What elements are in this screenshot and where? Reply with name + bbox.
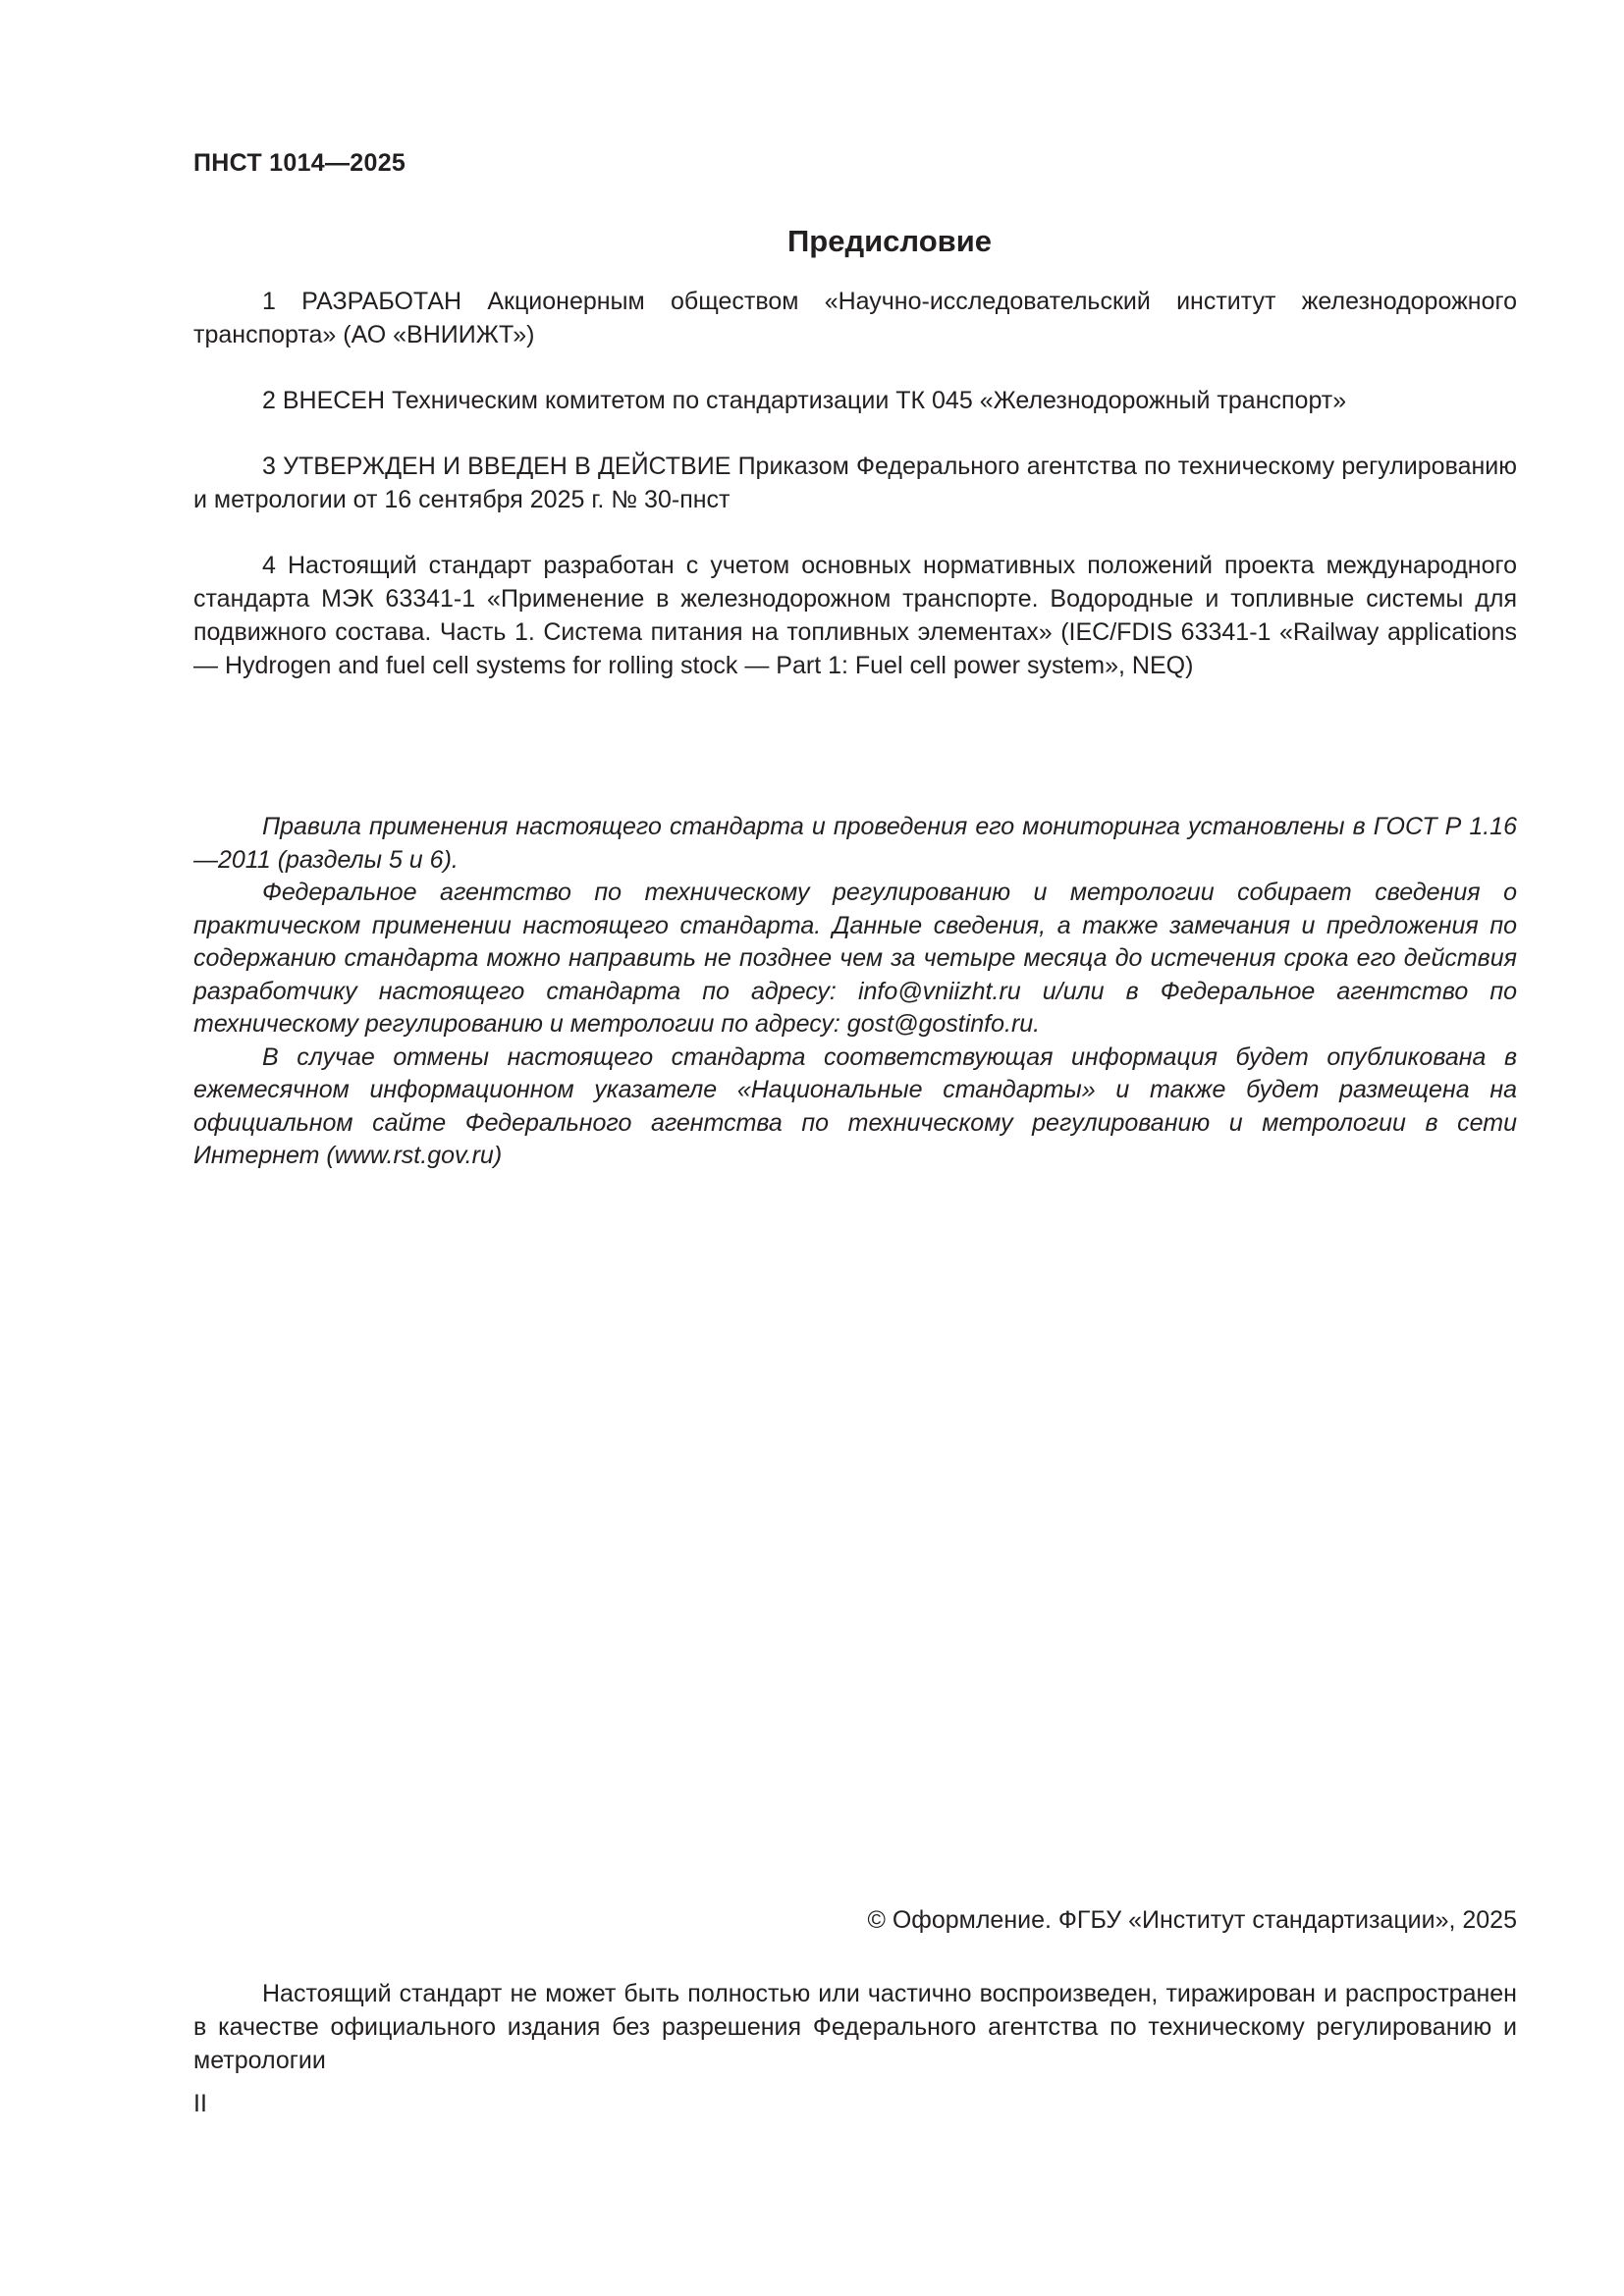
application-rules-block [193, 811, 1517, 1173]
reproduction-notice [193, 1977, 1517, 2077]
reproduction-notice-text: Настоящий стандарт не может быть полностью или частично воспроизведен, тиражирован и распространен в качестве официального издания без разрешения Федерального агентства по техническому регулированию и метрологии [193, 1980, 1517, 2074]
rules-paragraph-feedback: Федеральное агентство по техническому регулированию и метрологии собирает сведения о практическом применении настоящего стандарта. Данные сведения, а также замечания и предложения по содержанию стандарта можно направить не позднее чем за четыре месяца до истечения срока его действия разработчику настоящего стандарта по адресу: info@vniizht.ru и/или в Федеральное агентство по техническому регулированию и метрологии по адресу: gost@gostinfo.ru. [193, 879, 1517, 1038]
page-number: II [193, 2090, 207, 2117]
foreword-item-submitted: 2 ВНЕСЕН Техническим комитетом по стандартизации ТК 045 «Железнодорожный транспорт» [262, 387, 1347, 414]
foreword-item-approved: 3 УТВЕРЖДЕН И ВВЕДЕН В ДЕЙСТВИЕ Приказом Федерального агентства по техническому регулированию и метрологии от 16 сентября 2025 г. № 30-пнст [193, 453, 1517, 513]
document-code: ПНСТ 1014—2025 [193, 149, 406, 177]
page-title: Предисловие [786, 224, 992, 258]
foreword-item-developed: 1 РАЗРАБОТАН Акционерным обществом «Научно-исследовательский институт железнодорожного транспорта» (АО «ВНИИЖТ») [193, 288, 1517, 348]
rules-paragraph-cancellation: В случае отмены настоящего стандарта соответствующая информация будет опубликована в ежемесячном информационном указателе «Национальные стандарты» и также будет размещена на официальном сайте Федерального агентства по техническому регулированию и метрологии в сети Интернет (www.rst.gov.ru) [193, 1042, 1517, 1169]
foreword-list [193, 285, 1517, 715]
foreword-item-basis: 4 Настоящий стандарт разработан с учетом основных нормативных положений проекта международного стандарта МЭК 63341-1 «Применение в железнодорожном транспорте. Водородные и топливные системы для подвижного состава. Часть 1. Система питания на топливных элементах» (IEC/FDIS 63341-1 «Railway applications — Hydrogen and fuel cell systems for rolling stock — Part 1: Fuel cell power system», NEQ) [193, 552, 1517, 679]
copyright-line: © Оформление. ФГБУ «Институт стандартизации», 2025 [867, 1906, 1517, 1934]
rules-paragraph-application: Правила применения настоящего стандарта и проведения его мониторинга установлены в ГОСТ Р 1.16—2011 (разделы 5 и 6). [193, 813, 1517, 874]
